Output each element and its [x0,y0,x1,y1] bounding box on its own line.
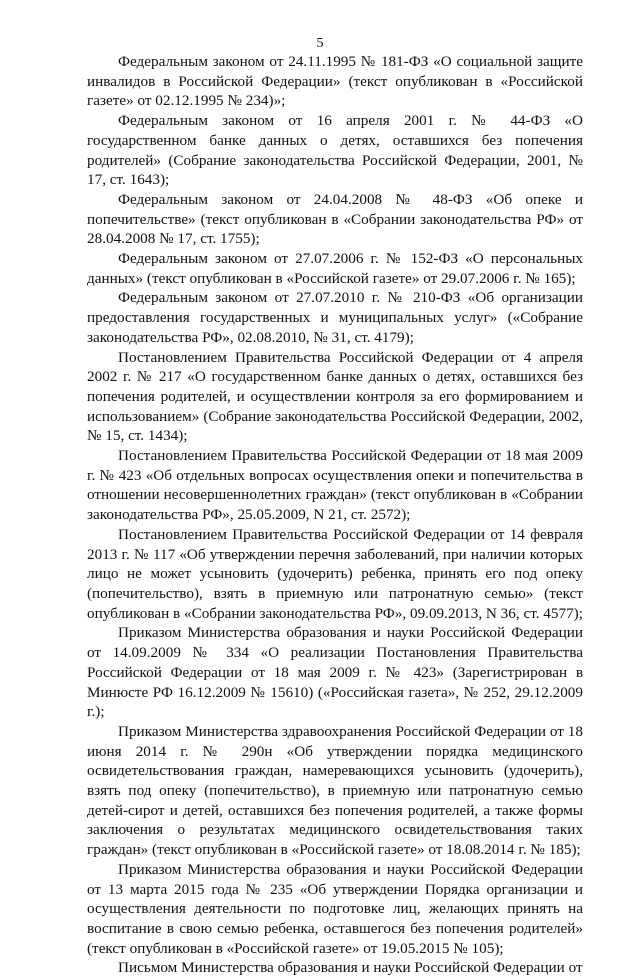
document-body [87,52,583,978]
paragraph-law-181: Федеральным законом от 24.11.1995 № 181-ФЗ «О социальной защите инвалидов в Российской Федерации» (текст опубликован в «Российской газете» от 02.12.1995 № 234)»; [87,53,583,110]
paragraph-law-210: Федеральным законом от 27.07.2010 г. № 210-ФЗ «Об организации предоставления государственных и муниципальных услуг» («Собрание законодательства РФ», 02.08.2010, № 31, ст. 4179); [87,289,583,346]
paragraph-order-334: Приказом Министерства образования и науки Российской Федерации от 14.09.2009 № 334 «О реализации Постановления Правительства Российской Федерации от 18 мая 2009 г. № 423» (Зарегистрирован в Минюсте РФ 16.12.2009 № 15610) («Российская газета», № 252, 29.12.2009 г.); [87,624,583,721]
paragraph-resolution-217: Постановлением Правительства Российской Федерации от 4 апреля 2002 г. № 217 «О государственном банке данных о детях, оставшихся без попечения родителей, и осуществлении контроля за его формированием и использованием» (Собрание законодательства Российской Федерации, 2002, № 15, ст. 1434); [87,348,583,445]
paragraph-law-152: Федеральным законом от 27.07.2006 г. № 152-ФЗ «О персональных данных» (текст опубликован в «Российской газете» от 29.07.2006 г. № 165); [87,250,583,287]
paragraph-letter: Письмом Министерства образования и науки Российской Федерации от [118,959,583,977]
paragraph-law-48: Федеральным законом от 24.04.2008 № 48-ФЗ «Об опеке и попечительстве» (текст опубликован в «Собрании законодательства РФ» от 28.04.2008 № 17, ст. 1755); [87,190,583,248]
page-number: 5 [316,36,324,51]
paragraph-order-235: Приказом Министерства образования и науки Российской Федерации от 13 марта 2015 года № 235 «Об утверждении Порядка организации и осуществления деятельности по подготовке лиц, желающих принять на воспитание в свою семью ребенка, оставшегося без попечения родителей» (текст опубликован в «Российской газете» от 19.05.2015 № 105); [87,860,583,957]
paragraph-order-290n: Приказом Министерства здравоохранения Российской Федерации от 18 июня 2014 г. № 290н «Об утверждении порядка медицинского освидетельствования граждан, намеревающихся усыновить (удочерить), взять под опеку (попечительство), в приемную или патронатную семью детей-сирот и детей, оставшихся без попечения родителей, а также формы заключения о результатах медицинского освидетельствования таких граждан» (текст опубликован в «Российской газете» от 18.08.2014 г. № 185); [87,722,583,859]
paragraph-resolution-423: Постановлением Правительства Российской Федерации от 18 мая 2009 г. № 423 «Об отдельных вопросах осуществления опеки и попечительства в отношении несовершеннолетних граждан» (текст опубликован в «Собрании законодательства РФ», 25.05.2009, N 21, ст. 2572); [87,447,583,524]
paragraph-resolution-117: Постановлением Правительства Российской Федерации от 14 февраля 2013 г. № 117 «Об утверждении перечня заболеваний, при наличии которых лицо не может усыновить (удочерить) ребенка, принять его под опеку (попечительство), взять в приемную или патронатную семью» (текст опубликован в «Собрании законодательства РФ», 09.09.2013, N 36, ст. 4577); [87,525,583,622]
paragraph-law-44: Федеральным законом от 16 апреля 2001 г. № 44-ФЗ «О государственном банке данных о детях, оставшихся без попечения родителей» (Собрание законодательства Российской Федерации, 2001, № 17, ст. 1643); [87,112,583,189]
